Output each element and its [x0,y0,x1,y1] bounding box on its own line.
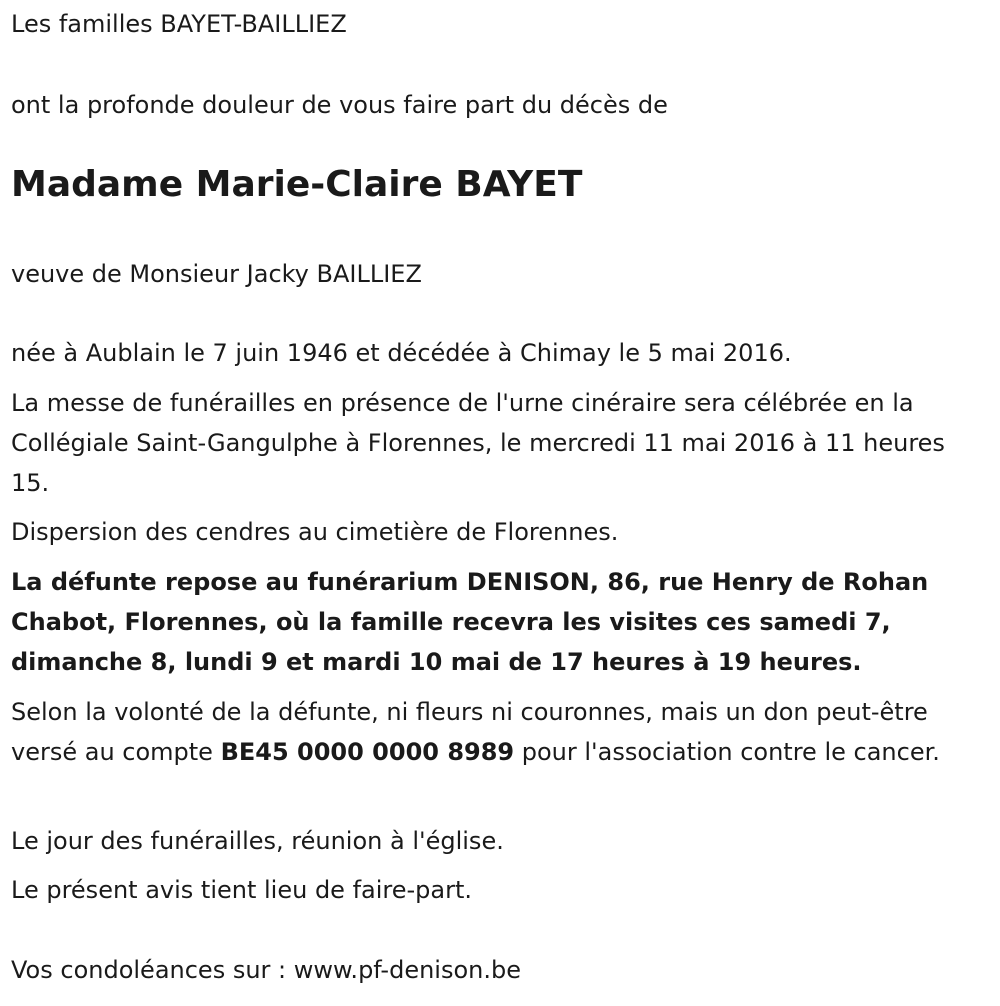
announcement-line: ont la profonde douleur de vous faire part du décès de [11,91,668,119]
widow-of-line: veuve de Monsieur Jacky BAILLIEZ [11,260,422,288]
families-line: Les familles BAYET-BAILLIEZ [11,10,347,38]
funeral-mass-paragraph: La messe de funérailles en présence de l'urne cinéraire sera célébrée en la Collégiale Saint-Gangulphe à Florennes, le mercredi 11 mai 2016 à 11 heures 15. [11,389,945,497]
notice-statement-line: Le présent avis tient lieu de faire-part. [11,876,473,904]
birth-death-line: née à Aublain le 7 juin 1946 et décédée à Chimay le 5 mai 2016. [11,339,792,367]
donation-account-number: BE45 0000 0000 8989 [220,738,515,766]
condolences-line: Vos condoléances sur : www.pf-denison.be [11,956,521,984]
donation-text-before: Selon la volonté de la défunte, ni fleurs ni couronnes, mais un don peut-être versé au compte [11,698,928,766]
donation-paragraph [11,692,986,772]
visitation-paragraph: La défunte repose au funérarium DENISON, 86, rue Henry de Rohan Chabot, Florennes, où la famille recevra les visites ces samedi 7, dimanche 8, lundi 9 et mardi 10 mai de 17 heures à 19 heures. [11,568,929,676]
ashes-dispersion-line: Dispersion des cendres au cimetière de Florennes. [11,518,619,546]
donation-text-after: pour l'association contre le cancer. [514,738,940,766]
meeting-line: Le jour des funérailles, réunion à l'église. [11,827,504,855]
deceased-name: Madame Marie-Claire BAYET [11,164,583,205]
